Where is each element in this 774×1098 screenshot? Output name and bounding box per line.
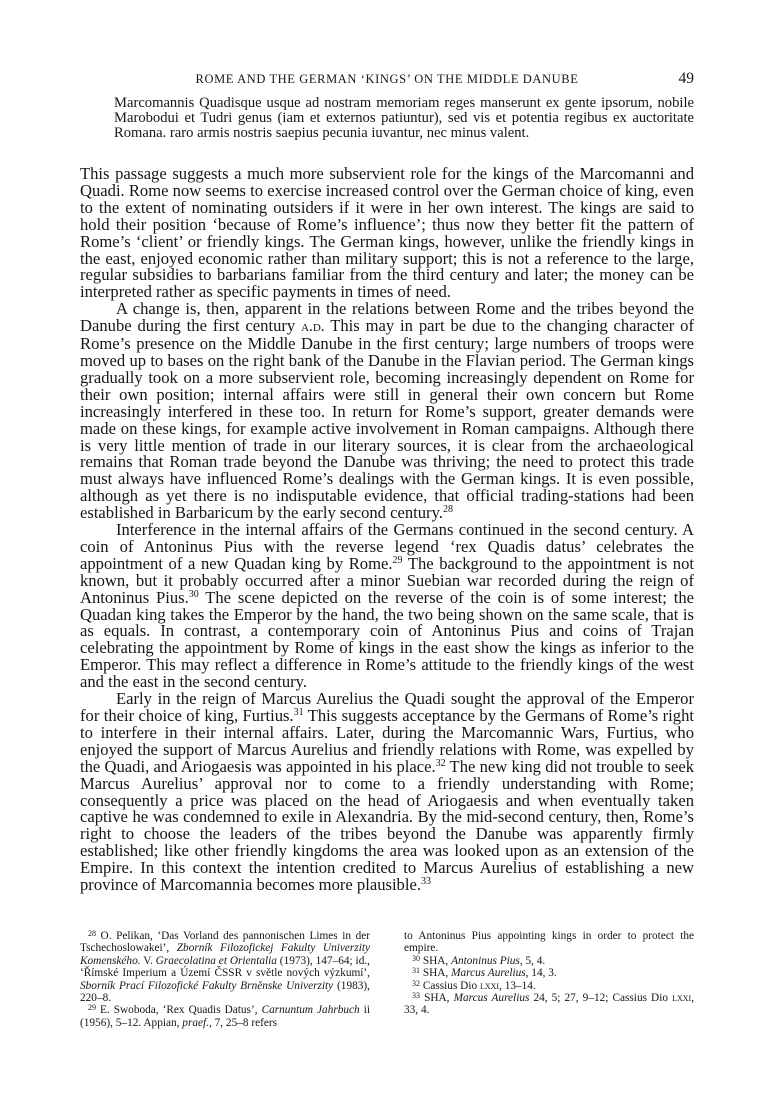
footnote-text: , 14, 3. xyxy=(525,967,557,980)
footnote-title: Marcus Aurelius xyxy=(451,967,526,980)
footnote-text: SHA, xyxy=(420,967,452,980)
page-header xyxy=(80,70,694,90)
paragraph xyxy=(80,691,694,894)
block-quote xyxy=(114,96,694,141)
footnote-29-continued: to Antoninus Pius appointing kings in order to protect the empire. xyxy=(404,930,694,955)
footnote-text: , 5, 4. xyxy=(519,954,546,967)
footnote-31 xyxy=(404,967,694,979)
footnote-text: (1973), 147–64; id., ‘Římské Imperium a Území ČSSR v světle nových výzkumí’, xyxy=(80,954,370,980)
footnote-title: Antoninus Pius xyxy=(451,954,520,967)
footnote-number: 28 xyxy=(88,929,96,938)
footnote-33 xyxy=(404,992,694,1017)
footnote-number: 32 xyxy=(412,978,420,988)
paragraph-text: This suggests acceptance by the Germans of Rome’s right to interfere in their internal affairs. Later, during the Marcomannic Wars, Furtius, who enjoyed the support of Marcus Aurelius and friendly relations with Rome, was expelled by the Quadi, and Ariogaesis was appointed in his place. xyxy=(80,706,694,776)
footnote-text: , 33, 4. xyxy=(404,992,695,1017)
era-abbreviation: a.d. xyxy=(301,318,325,336)
footnote-column-right xyxy=(404,930,694,1029)
footnote-ref[interactable]: 33 xyxy=(420,876,431,888)
footnote-ref[interactable]: 30 xyxy=(188,588,199,600)
paragraph-text: Early in the reign of Marcus Aurelius the Quadi sought the approval of the Emperor for their choice of king, Furtius. xyxy=(80,689,694,725)
footnote-text: , 7, 25–8 refers xyxy=(208,1016,278,1029)
footnote-title: Marcus Aurelius xyxy=(453,992,530,1005)
footnote-text: 24, 5; 27, 9–12; Cassius Dio xyxy=(529,992,673,1005)
footnote-28 xyxy=(80,930,370,1004)
footnote-title: praef. xyxy=(182,1016,209,1029)
footnotes xyxy=(80,930,694,1029)
paragraph-text: Interference in the internal affairs of the Germans continued in the second century. A coin of Antoninus Pius with the reverse legend ‘rex Quadis datus’ celebrates the appointment of a new Quadan king by Rome. xyxy=(80,520,694,573)
footnote-number: 31 xyxy=(412,966,420,976)
footnote-book-number: lxxi xyxy=(672,992,692,1005)
footnote-text: SHA, xyxy=(420,954,452,967)
footnote-text: V. xyxy=(140,954,156,967)
footnote-text: SHA, xyxy=(420,992,454,1005)
footnote-text: E. Swoboda, ‘Rex Quadis Datus’, xyxy=(96,1004,262,1017)
footnote-text: Cassius Dio xyxy=(420,979,480,992)
paragraph-text: This may in part be due to the changing character of Rome’s presence on the Middle Danube in the first century; large numbers of troops were moved up to bases on the right bank of the Danube in the Flavian period. The German kings gradually took on a more subservient role, becoming increasingly dependent on Rome for their own position; internal affairs were still in general their own concern but Rome increasingly interfered in these too. In return for Rome’s support, greater demands were made on these kings, for example active involvement in Roman campaigns. Although there is very little mention of trade in our literary sources, it is clear from the archaeological remains that Roman trade beyond the Danube was thriving; the need to protect this trade must always have influenced Rome’s dealings with the German kings. It is even possible, although as yet there is no indisputable evidence, that official trading-stations had been established in Barbaricum by the early second century. xyxy=(80,316,695,523)
footnote-text: , 13–14. xyxy=(499,979,536,992)
footnote-ref[interactable]: 32 xyxy=(435,757,446,769)
footnote-text: O. Pelikan, ‘Das Vorland des pannonischen Limes in der Tschechoslowakei’, xyxy=(80,930,370,955)
footnote-title: Graecolatina et Orientalia xyxy=(155,954,277,967)
footnote-ref[interactable]: 28 xyxy=(442,504,453,516)
paragraph xyxy=(80,522,694,691)
footnote-ref[interactable]: 29 xyxy=(392,554,403,566)
quote-text: Marcomannis Quadisque usque ad nostram memoriam reges manserunt ex gente ipsorum, nobile Marobodui et Tudri genus (iam et externos patiuntur), sed vis et potentia regibus ex auctoritate Romana. raro armis nostris saepius pecunia iuvantur, nec minus valent. xyxy=(114,95,694,142)
footnote-number: 33 xyxy=(412,991,420,1001)
running-title: ROME AND THE GERMAN ‘KINGS’ ON THE MIDDLE DANUBE xyxy=(195,72,579,86)
footnote-title: Sborník Prací Filozofické Fakulty Brněnske Univerzity xyxy=(80,979,334,992)
footnote-column-left xyxy=(80,930,370,1029)
footnote-text: ii (1956), 5–12. Appian, xyxy=(80,1004,371,1029)
paragraph-text: The new king did not trouble to seek Marcus Aurelius’ approval nor to come to a friendly understanding with Rome; consequently a price was placed on the head of Ariogaesis and when eventually taken captive he was condemned to exile in Alexandria. By the mid-second century, then, Rome’s right to choose the leaders of the tribes beyond the Danube was apparently firmly established; like other friendly kingdoms the area was looked upon as an extension of the Empire. In this context the intention credited to Marcus Aurelius of establishing a new province of Marcomannia becomes more plausible. xyxy=(80,756,695,895)
footnote-number: 29 xyxy=(88,1003,96,1013)
paragraph-text: A change is, then, apparent in the relations between Rome and the tribes beyond the Danube during the first century xyxy=(80,299,694,336)
page-number: 49 xyxy=(678,70,694,87)
paragraph-text: The scene depicted on the reverse of the coin is of some interest; the Quadan king takes the Emperor by the hand, the two being shown on the same scale, that is as equals. In contrast, a contemporary coin of Antoninus Pius and coins of Trajan celebrating the appointment by Rome of kings in the east show the kings as inferior to the Emperor. This may reflect a difference in Rome’s attitude to the friendly kings of the west and the east in the second century. xyxy=(80,587,694,692)
footnote-30 xyxy=(404,955,694,967)
paragraph-text: This passage suggests a much more subservient role for the kings of the Marcomanni and Quadi. Rome now seems to exercise increased control over the German choice of king, even to the extent of nominating outsiders if it were in her own interest. The kings are said to hold their position ‘because of Rome’s influence’; thus now they better fit the pattern of Rome’s ‘client’ or friendly kings. The German kings, however, unlike the friendly kings in the east, enjoyed economic rather than military support; this is not a reference to the large, regular subsidies to barbarians familiar from the third century and later; the money can be interpreted rather as specific payments in times of need. xyxy=(80,164,694,302)
footnote-29 xyxy=(80,1004,370,1029)
footnote-text: (1983), 220–8. xyxy=(80,979,370,1005)
footnote-title: Zborník Filozofickej Fakulty Univerzity Komenského. xyxy=(80,942,370,967)
paragraph xyxy=(80,166,694,301)
footnote-ref[interactable]: 31 xyxy=(293,707,304,718)
footnote-number: 30 xyxy=(412,953,420,963)
body-text xyxy=(80,166,694,894)
footnote-title: Carnuntum Jahrbuch xyxy=(261,1004,360,1017)
footnote-book-number: lxxi xyxy=(479,979,500,992)
paragraph xyxy=(80,301,694,522)
footnote-32 xyxy=(404,980,694,992)
paragraph-text: The background to the appointment is not known, but it probably occurred after a minor Suebian war recorded during the reign of Antoninus Pius. xyxy=(80,553,694,607)
